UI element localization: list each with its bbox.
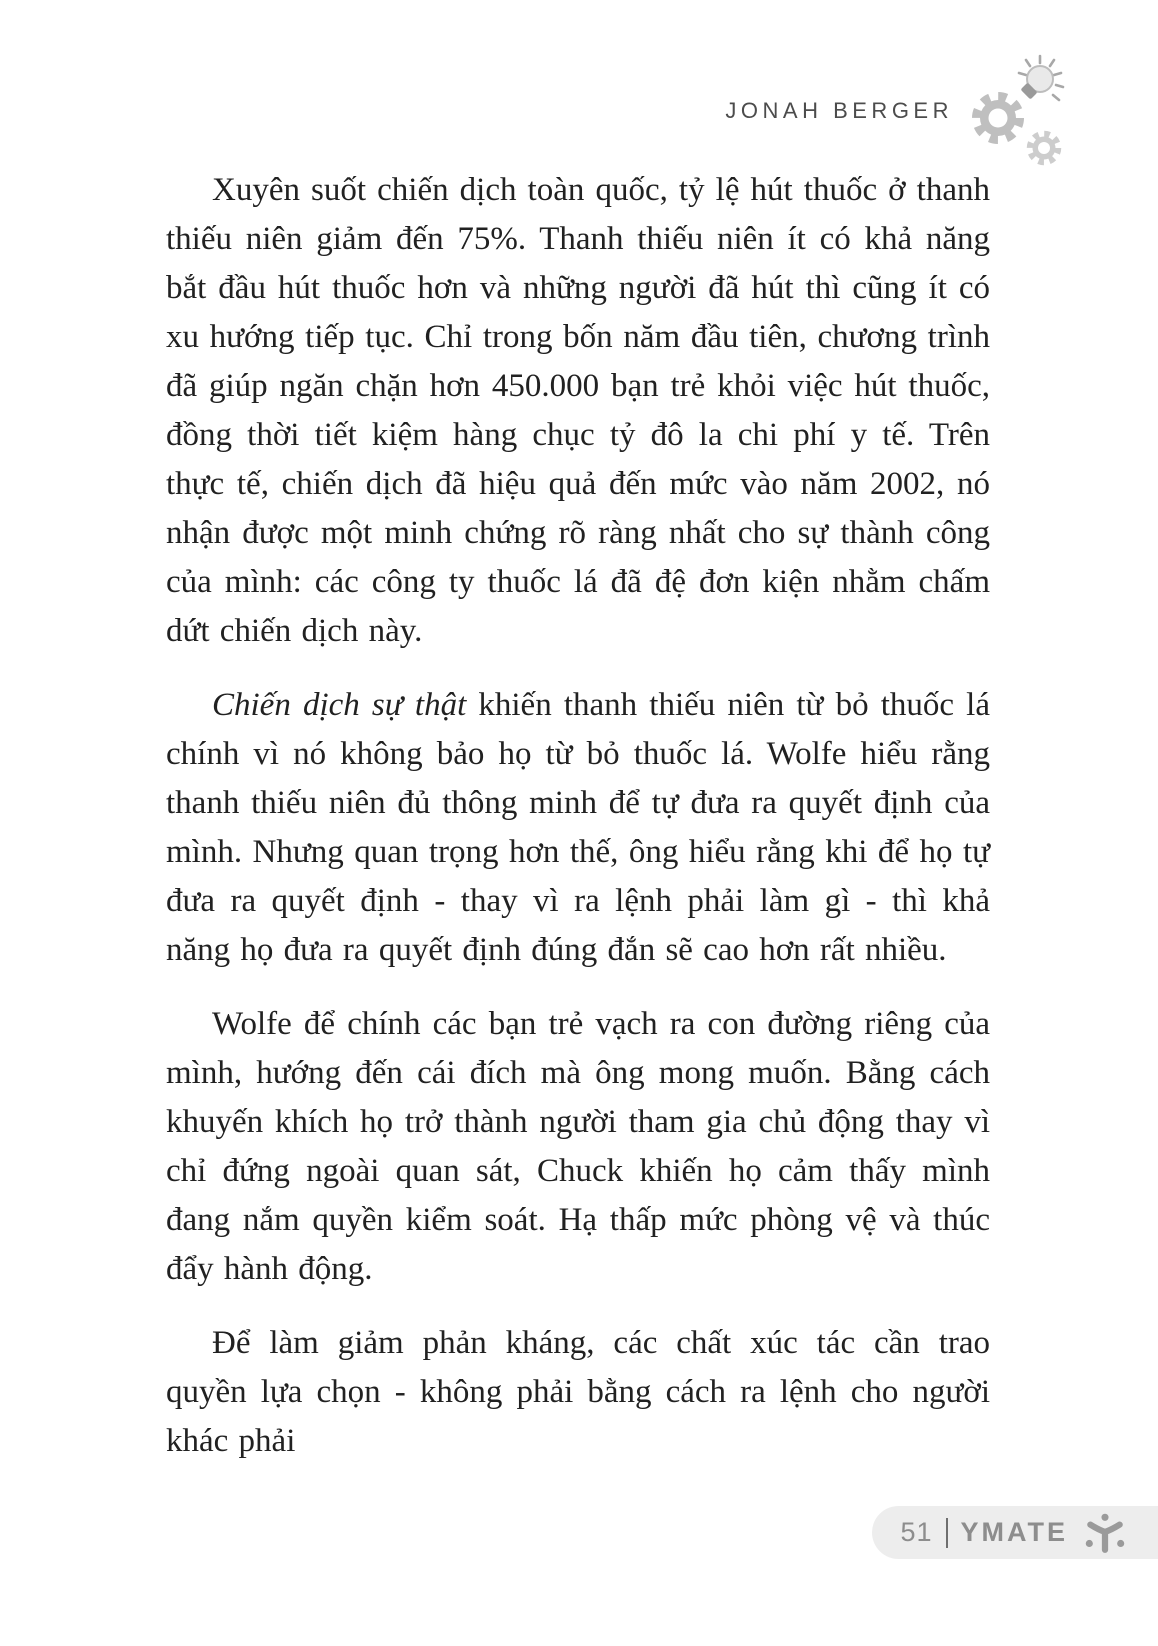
- paragraph-text: khiến thanh thiếu niên từ bỏ thuốc lá chính vì nó không bảo họ từ bỏ thuốc lá. Wolfe hiểu rằng thanh thiếu niên đủ thông minh để tự đưa ra quyết định của mình. Nhưng quan trọng hơn thế, ông hiểu rằng khi để họ tự đưa ra quyết định - thay vì ra lệnh phải làm gì - thì khả năng họ đưa ra quyết định đúng đắn sẽ cao hơn rất nhiều.: [166, 687, 990, 968]
- paragraph-text: Xuyên suốt chiến dịch toàn quốc, tỷ lệ hút thuốc ở thanh thiếu niên giảm đến 75%. Thanh thiếu niên ít có khả năng bắt đầu hút thuốc hơn và những người đã hút thì cũng ít có xu hướng tiếp tục. Chỉ trong bốn năm đầu tiên, chương trình đã giúp ngăn chặn hơn 450.000 bạn trẻ khỏi việc hút thuốc, đồng thời tiết kiệm hàng chục tỷ đô la chi phí y tế. Trên thực tế, chiến dịch đã hiệu quả đến mức vào năm 2002, nó nhận được một minh chứng rõ ràng nhất cho sự thành công của mình: các công ty thuốc lá đã đệ đơn kiện nhằm chấm dứt chiến dịch này.: [166, 172, 990, 649]
- brand-name: YMATE: [960, 1517, 1068, 1547]
- paragraph-4: [166, 1319, 990, 1466]
- ymate-logo-icon: [1082, 1512, 1128, 1554]
- paragraph-1: [166, 166, 990, 656]
- page-footer: [872, 1506, 1158, 1559]
- page-number: 51: [900, 1517, 933, 1547]
- italic-phrase: Chiến dịch sự thật: [212, 687, 467, 723]
- paragraph-text: Để làm giảm phản kháng, các chất xúc tác cần trao quyền lựa chọn - không phải bằng cách ra lệnh cho người khác phải: [166, 1325, 990, 1459]
- page-body: [166, 166, 990, 1491]
- paragraph-2: [166, 681, 990, 975]
- page-header: [0, 0, 1158, 180]
- footer-separator: [946, 1518, 948, 1548]
- paragraph-text: Wolfe để chính các bạn trẻ vạch ra con đường riêng của mình, hướng đến cái đích mà ông mong muốn. Bằng cách khuyến khích họ trở thành người tham gia chủ động thay vì chỉ đứng ngoài quan sát, Chuck khiến họ cảm thấy mình đang nắm quyền kiểm soát. Hạ thấp mức phòng vệ và thúc đẩy hành động.: [166, 1006, 990, 1287]
- author-name: JONAH BERGER: [725, 98, 953, 123]
- paragraph-3: [166, 1000, 990, 1294]
- gears-lightbulb-icon: [960, 50, 1072, 168]
